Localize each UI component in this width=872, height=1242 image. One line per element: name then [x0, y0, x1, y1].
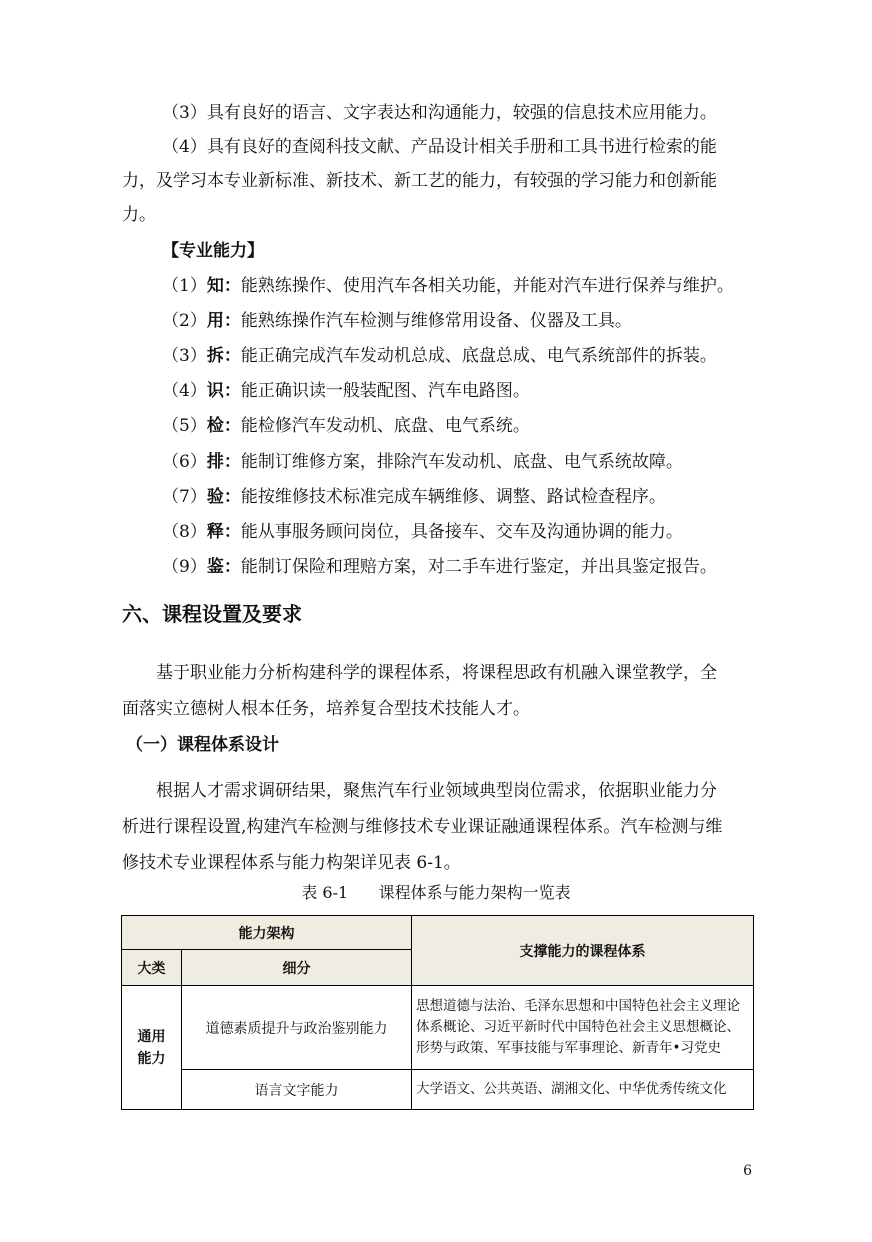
pro-item: （1）知：能熟练操作、使用汽车各相关功能，并能对汽车进行保养与维护。 — [162, 276, 734, 296]
detail-cell: 语言文字能力 — [182, 1070, 412, 1110]
curriculum-table — [121, 915, 754, 1110]
header-ability: 能力架构 — [122, 916, 412, 950]
category-cell: 通用能力 — [122, 986, 182, 1110]
courses-cell: 思想道德与法治、毛泽东思想和中国特色社会主义理论体系概论、习近平新时代中国特色社会主义思想概论、形势与政策、军事技能与军事理论、新青年•习党史 — [412, 986, 754, 1070]
table-row — [122, 986, 754, 1070]
page-number: 6 — [743, 1163, 752, 1179]
section-title: 六、课程设置及要求 — [122, 602, 302, 626]
section-intro-line2: 面落实立德树人根本任务，培养复合型技术技能人才。 — [122, 699, 530, 719]
table-row — [122, 1070, 754, 1110]
courses-cell: 大学语文、公共英语、湖湘文化、中华优秀传统文化 — [412, 1070, 754, 1110]
header-detail: 细分 — [182, 950, 412, 986]
subsection-title: （一）课程体系设计 — [126, 735, 279, 755]
pro-item: （3）拆：能正确完成汽车发动机总成、底盘总成、电气系统部件的拆装。 — [162, 346, 717, 366]
detail-cell: 道德素质提升与政治鉴别能力 — [182, 986, 412, 1070]
table-caption: 表 6-1 课程体系与能力架构一览表 — [301, 883, 571, 902]
ability-item-4-line2: 力，及学习本专业新标准、新技术、新工艺的能力，有较强的学习能力和创新能 — [122, 171, 717, 191]
pro-item: （8）释：能从事服务顾问岗位，具备接车、交车及沟通协调的能力。 — [162, 522, 683, 542]
pro-item: （7）验：能按维修技术标准完成车辆维修、调整、路试检查程序。 — [162, 487, 666, 507]
ability-item-4-line1: （4）具有良好的查阅科技文献、产品设计相关手册和工具书进行检索的能 — [162, 137, 717, 157]
pro-item: （5）检：能检修汽车发动机、底盘、电气系统。 — [162, 416, 530, 436]
pro-item: （6）排：能制订维修方案，排除汽车发动机、底盘、电气系统故障。 — [162, 452, 683, 472]
pro-item: （9）鉴：能制订保险和理赔方案，对二手车进行鉴定，并出具鉴定报告。 — [162, 557, 717, 577]
ability-item-4-line3: 力。 — [122, 205, 156, 225]
header-courses: 支撑能力的课程体系 — [412, 916, 754, 986]
pro-item: （4）识：能正确识读一般装配图、汽车电路图。 — [162, 381, 530, 401]
section-intro-line1: 基于职业能力分析构建科学的课程体系，将课程思政有机融入课堂教学，全 — [156, 663, 717, 683]
subsection-body-line1: 根据人才需求调研结果，聚焦汽车行业领域典型岗位需求，依据职业能力分 — [156, 781, 717, 801]
ability-item-3: （3）具有良好的语言、文字表达和沟通能力，较强的信息技术应用能力。 — [162, 103, 717, 123]
professional-heading: 【专业能力】 — [162, 241, 264, 261]
subsection-body-line3: 修技术专业课程体系与能力构架详见表 6-1。 — [122, 853, 461, 873]
subsection-body-line2: 析进行课程设置,构建汽车检测与维修技术专业课证融通课程体系。汽车检测与维 — [122, 817, 723, 837]
pro-item: （2）用：能熟练操作汽车检测与维修常用设备、仪器及工具。 — [162, 311, 632, 331]
header-category: 大类 — [122, 950, 182, 986]
